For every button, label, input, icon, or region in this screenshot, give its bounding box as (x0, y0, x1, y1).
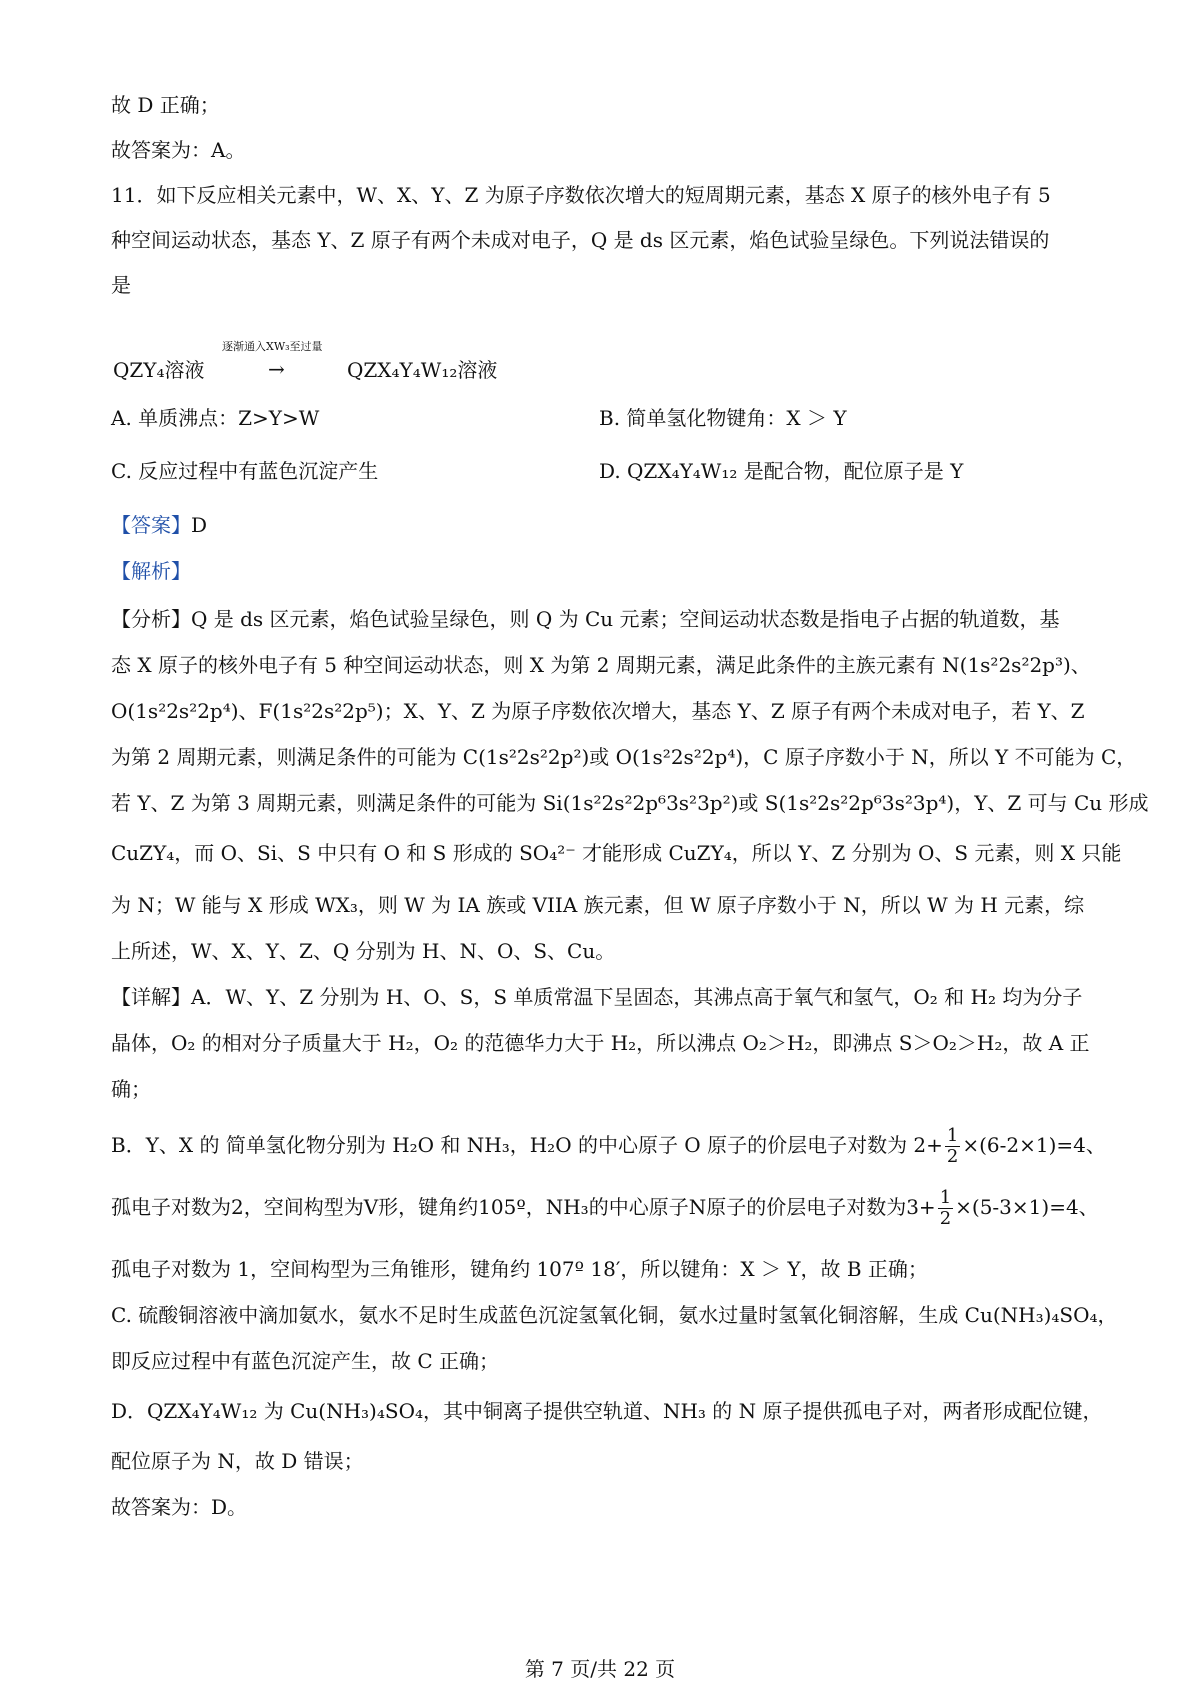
detail-text: A．W、Y、Z 分别为 H、O、S，S 单质常温下呈固态，其沸点高于氧气和氢气，O₂ 和 H₂ 均为分子 (191, 985, 1083, 1009)
detail-line (111, 984, 1111, 1010)
reaction-reactant: QZY₄溶液 (113, 358, 205, 382)
question-11-stem: 11．如下反应相关元素中，W、X、Y、Z 为原子序数依次增大的短周期元素，基态 X 原子的核外电子有 5 (111, 183, 1051, 207)
answer-line (111, 512, 1111, 538)
option-c: C. 反应过程中有蓝色沉淀产生 (111, 459, 379, 483)
option-d: D. QZX₄Y₄W₁₂ 是配合物，配位原子是 Y (599, 459, 964, 483)
answer-tag: 【答案】 (111, 513, 191, 537)
detail-line: 确； (111, 1077, 151, 1101)
question-11-stem: 是 (111, 273, 131, 297)
analysis-text: Q 是 ds 区元素，焰色试验呈绿色，则 Q 为 Cu 元素；空间运动状态数是指电子占据的轨道数，基 (191, 607, 1060, 631)
analysis-tag: 【解析】 (111, 559, 191, 583)
detail-line: C. 硫酸铜溶液中滴加氨水，氨水不足时生成蓝色沉淀氢氧化铜，氨水过量时氢氧化铜溶解，生成 Cu(NH₃)₄SO₄， (111, 1303, 1118, 1327)
detail-line: 即反应过程中有蓝色沉淀产生，故 C 正确； (111, 1349, 500, 1373)
analysis-line: 态 X 原子的核外电子有 5 种空间运动状态，则 X 为第 2 周期元素，满足此条件的主族元素有 N(1s²2s²2p³)、 (111, 653, 1091, 677)
analysis-line: 为 N；W 能与 X 形成 WX₃，则 W 为 IA 族或 VIIA 族元素，但 W 原子序数小于 N，所以 W 为 H 元素，综 (111, 893, 1085, 917)
option-b: B. 简单氢化物键角：X ＞ Y (599, 406, 847, 430)
analysis-line: 为第 2 周期元素，则满足条件的可能为 C(1s²2s²2p²)或 O(1s²2s²2p⁴)，C 原子序数小于 N，所以 Y 不可能为 C， (111, 745, 1137, 769)
xiangjie-tag: 【详解】 (111, 985, 191, 1009)
fraction-numerator: 1 (939, 1187, 952, 1208)
analysis-line: 若 Y、Z 为第 3 周期元素，则满足条件的可能为 Si(1s²2s²2p⁶3s²3p²)或 S(1s²2s²2p⁶3s²3p⁴)，Y、Z 可与 Cu 形成 (111, 791, 1149, 815)
analysis-line: CuZY₄，而 O、Si、S 中只有 O 和 S 形成的 SO₄²⁻ 才能形成 CuZY₄，所以 Y、Z 分别为 O、S 元素，则 X 只能 (111, 841, 1122, 865)
fraction (938, 1188, 953, 1229)
answer-value: D (191, 513, 208, 537)
detail-line: 孤电子对数为 1，空间构型为三角锥形，键角约 107º 18′，所以键角：X ＞ Y，故 B 正确； (111, 1257, 928, 1281)
detail-line: 晶体，O₂ 的相对分子质量大于 H₂，O₂ 的范德华力大于 H₂，所以沸点 O₂＞H₂，即沸点 S＞O₂＞H₂，故 A 正 (111, 1031, 1090, 1055)
text-line: 故 D 正确； (111, 93, 220, 117)
fenxi-tag: 【分析】 (111, 607, 191, 631)
reaction-condition: 逐渐通入XW₃至过量 (222, 340, 323, 353)
detail-text: B．Y、X 的 简单氢化物分别为 H₂O 和 NH₃，H₂O 的中心原子 O 原子的价层电子对数为 2+ (111, 1133, 943, 1157)
detail-line (111, 1188, 1111, 1229)
text-line: 故答案为：A。 (111, 138, 246, 162)
analysis-line (111, 606, 1111, 632)
option-a: A. 单质沸点：Z>Y>W (111, 406, 320, 430)
question-11-stem: 种空间运动状态，基态 Y、Z 原子有两个未成对电子，Q 是 ds 区元素，焰色试验呈绿色。下列说法错误的 (111, 228, 1050, 252)
fraction-denominator: 2 (946, 1146, 959, 1167)
detail-text: ×(6-2×1)=4、 (962, 1133, 1106, 1157)
detail-text: 孤电子对数为2，空间构型为V形，键角约105º，NH₃的中心原子N原子的价层电子对数为3+ (111, 1195, 936, 1219)
analysis-line: 上所述，W、X、Y、Z、Q 分别为 H、N、O、S、Cu。 (111, 939, 616, 963)
fraction (945, 1126, 960, 1167)
detail-line: 配位原子为 N，故 D 错误； (111, 1449, 364, 1473)
detail-line: 故答案为：D。 (111, 1495, 248, 1519)
page-footer: 第 7 页/共 22 页 (524, 1657, 676, 1681)
fraction-numerator: 1 (946, 1125, 959, 1146)
detail-line (111, 1126, 1111, 1167)
reaction-arrow: → (268, 357, 285, 381)
detail-line: D．QZX₄Y₄W₁₂ 为 Cu(NH₃)₄SO₄，其中铜离子提供空轨道、NH₃ 的 N 原子提供孤电子对，两者形成配位键， (111, 1399, 1103, 1423)
analysis-line: O(1s²2s²2p⁴)、F(1s²2s²2p⁵)；X、Y、Z 为原子序数依次增大，基态 Y、Z 原子有两个未成对电子，若 Y、Z (111, 699, 1085, 723)
detail-text: ×(5-3×1)=4、 (955, 1195, 1099, 1219)
reaction-product: QZX₄Y₄W₁₂溶液 (347, 358, 498, 382)
fraction-denominator: 2 (939, 1208, 952, 1229)
